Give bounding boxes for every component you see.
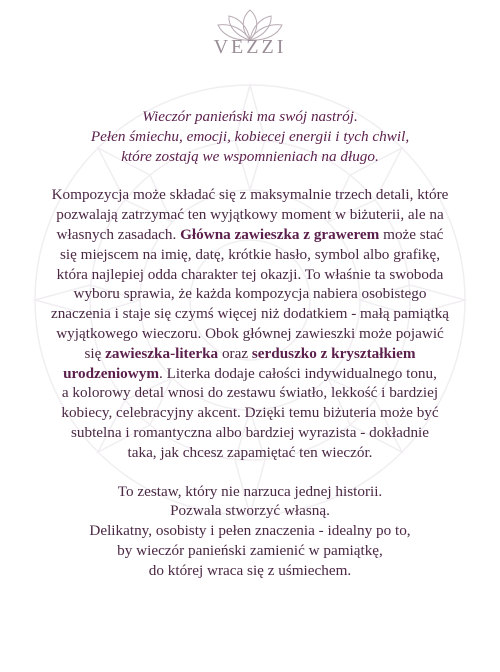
intro-line: które zostają we wspomnieniach na długo. [121, 147, 379, 165]
intro-paragraph [28, 107, 472, 166]
letter-pendant-highlight: zawieszka-literka [105, 344, 219, 362]
body-line: która najlepiej odda charakter tej okazji. To właśnie ta swoboda [56, 265, 444, 283]
body-line: wyjątkowego wieczoru. Obok głównej zawieszki może pojawić [56, 324, 444, 342]
body-line: kobiecy, celebracyjny akcent. Dzięki temu biżuteria może być [61, 404, 439, 422]
birthstone-highlight: urodzeniowym [63, 364, 159, 382]
body-line: taka, jak chcesz zapamiętać ten wieczór. [127, 443, 373, 461]
outro-line: Delikatny, osobisty i pełen znaczenia - idealny po to, [89, 522, 411, 540]
body-line: się miejscem na imię, datę, krótkie hasło, symbol albo grafikę, [59, 245, 440, 263]
body-line: wyboru sprawia, że każda kompozycja nabiera osobistego [73, 285, 427, 303]
body-line: znaczenia i staje się czymś więcej niż dodatkiem - małą pamiątką [50, 305, 450, 323]
outro-line: do której wraca się z uśmiechem. [148, 561, 352, 579]
heart-pendant-highlight: serduszko z kryształkiem [251, 344, 416, 362]
outro-line: by wieczór panieński zamienić w pamiątkę, [117, 541, 383, 559]
brand-logo [0, 0, 500, 90]
body-line: a kolorowy detal wnosi do zestawu światło, lekkość i bardziej [61, 384, 439, 402]
main-text [28, 107, 472, 581]
body-line: urodzeniowym. Literka dodaje całości indywidualnego tonu, [63, 364, 437, 382]
outro-line: Pozwala stworzyć własną. [170, 502, 330, 520]
brand-name: VEZZI [213, 36, 287, 58]
intro-line: Pełen śmiechu, emocji, kobiecej energii i tych chwil, [90, 127, 410, 145]
body-line: własnych zasadach. Główna zawieszka z grawerem może stać [56, 225, 444, 243]
engraved-pendant-highlight: Główna zawieszka z grawerem [180, 225, 380, 243]
body-line: Kompozycja może składać się z maksymalnie trzech detali, które [51, 186, 449, 204]
body-line: pozwalają zatrzymać ten wyjątkowy moment w biżuterii, ale na [56, 206, 444, 224]
body-line: się zawieszka-literka oraz serduszko z kryształkiem [84, 344, 416, 362]
closing-paragraph [28, 482, 472, 581]
description-paragraph [28, 185, 472, 462]
body-line: subtelna i romantyczna albo bardziej wyrazista - dokładnie [70, 423, 430, 441]
intro-line: Wieczór panieński ma swój nastrój. [142, 108, 358, 125]
outro-line: To zestaw, który nie narzuca jednej historii. [117, 482, 383, 500]
